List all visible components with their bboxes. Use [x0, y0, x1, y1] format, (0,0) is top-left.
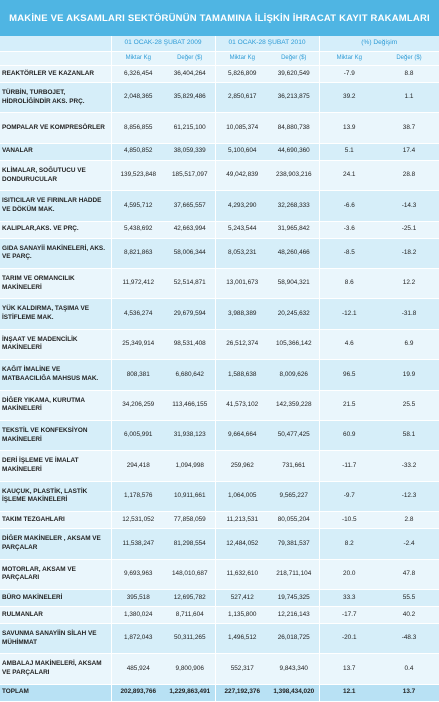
cell-value-2009: 29,679,594	[165, 299, 215, 329]
export-figures-table	[0, 36, 439, 702]
cell-qty-2010: 8,053,231	[215, 238, 269, 268]
table-row	[0, 113, 439, 143]
row-label: AMBALAJ MAKİNELERİ, AKSAM VE PARÇALARI	[0, 654, 111, 684]
corner-cell	[0, 36, 111, 52]
subheader-value-change: Değer ($)	[379, 52, 439, 66]
table-row	[0, 191, 439, 221]
cell-qty-change: 4.6	[319, 329, 379, 359]
cell-qty-2009: 25,349,914	[111, 329, 165, 359]
cell-qty-change: -3.6	[319, 221, 379, 238]
cell-value-change: 0.4	[379, 654, 439, 684]
cell-qty-2009: 8,821,863	[111, 238, 165, 268]
row-label: GIDA SANAYİİ MAKİNELERİ, AKS. VE PARÇ.	[0, 238, 111, 268]
cell-value-2010: 9,843,340	[269, 654, 319, 684]
table-row	[0, 451, 439, 481]
cell-qty-change: 12.1	[319, 684, 379, 701]
cell-value-2009: 50,311,265	[165, 623, 215, 653]
table-row	[0, 66, 439, 83]
table-row	[0, 160, 439, 190]
row-label: TOPLAM	[0, 684, 111, 701]
cell-value-2009: 1,094,998	[165, 451, 215, 481]
cell-value-2009: 35,829,486	[165, 83, 215, 113]
cell-value-change: -31.8	[379, 299, 439, 329]
sub-header-row	[0, 52, 439, 66]
cell-value-2009: 1,229,863,491	[165, 684, 215, 701]
cell-value-change: 1.1	[379, 83, 439, 113]
cell-value-2009: 8,711,604	[165, 606, 215, 623]
cell-value-change: 13.7	[379, 684, 439, 701]
cell-value-2009: 10,911,661	[165, 481, 215, 511]
row-label: POMPALAR VE KOMPRESÖRLER	[0, 113, 111, 143]
cell-value-2009: 38,059,339	[165, 143, 215, 160]
row-label: SAVUNMA SANAYİİN SİLAH VE MÜHİMMAT	[0, 623, 111, 653]
cell-qty-change: 13.7	[319, 654, 379, 684]
cell-value-change: -25.1	[379, 221, 439, 238]
total-row	[0, 684, 439, 701]
table-title: MAKİNE VE AKSAMLARI SEKTÖRÜNÜN TAMAMINA İLİŞKİN İHRACAT KAYIT RAKAMLARI	[0, 0, 439, 36]
cell-value-2010: 19,745,325	[269, 589, 319, 606]
row-label: KAUÇUK, PLASTİK, LASTİK İŞLEME MAKİNELERİ	[0, 481, 111, 511]
cell-qty-2010: 12,484,052	[215, 529, 269, 559]
cell-qty-change: 96.5	[319, 360, 379, 390]
cell-qty-change: -7.9	[319, 66, 379, 83]
cell-value-change: 40.2	[379, 606, 439, 623]
cell-qty-2009: 9,693,963	[111, 559, 165, 589]
cell-qty-2009: 485,924	[111, 654, 165, 684]
cell-value-2009: 61,215,100	[165, 113, 215, 143]
cell-value-change: 6.9	[379, 329, 439, 359]
table-row	[0, 512, 439, 529]
cell-value-change: 58.1	[379, 420, 439, 450]
cell-value-change: 28.8	[379, 160, 439, 190]
cell-qty-2010: 11,632,610	[215, 559, 269, 589]
cell-qty-change: 60.9	[319, 420, 379, 450]
table-row	[0, 589, 439, 606]
cell-qty-change: -17.7	[319, 606, 379, 623]
cell-value-2010: 238,903,216	[269, 160, 319, 190]
table-row	[0, 420, 439, 450]
cell-qty-2009: 294,418	[111, 451, 165, 481]
cell-qty-2010: 227,192,376	[215, 684, 269, 701]
subheader-qty-2009: Miktar Kg	[111, 52, 165, 66]
row-label: DİĞER MAKİNELER , AKSAM VE PARÇALAR	[0, 529, 111, 559]
cell-qty-2010: 41,573,102	[215, 390, 269, 420]
cell-value-2009: 6,680,642	[165, 360, 215, 390]
cell-qty-2009: 4,850,852	[111, 143, 165, 160]
cell-value-2010: 218,711,104	[269, 559, 319, 589]
table-row	[0, 623, 439, 653]
cell-value-2010: 50,477,425	[269, 420, 319, 450]
row-label: DERİ İŞLEME VE İMALAT MAKİNELERİ	[0, 451, 111, 481]
cell-qty-2010: 26,512,374	[215, 329, 269, 359]
row-label: BÜRO MAKİNELERİ	[0, 589, 111, 606]
cell-value-change: -14.3	[379, 191, 439, 221]
cell-value-2010: 79,381,537	[269, 529, 319, 559]
cell-value-change: 47.8	[379, 559, 439, 589]
cell-qty-2009: 11,972,412	[111, 269, 165, 299]
cell-qty-2009: 11,538,247	[111, 529, 165, 559]
table-row	[0, 238, 439, 268]
cell-qty-2009: 139,523,848	[111, 160, 165, 190]
cell-value-2010: 48,260,466	[269, 238, 319, 268]
row-label: TARIM VE ORMANCILIK MAKİNELERİ	[0, 269, 111, 299]
cell-value-change: 25.5	[379, 390, 439, 420]
cell-value-2009: 12,695,782	[165, 589, 215, 606]
period-header-row	[0, 36, 439, 52]
cell-value-change: -12.3	[379, 481, 439, 511]
cell-qty-2009: 6,005,991	[111, 420, 165, 450]
period-2009: 01 OCAK-28 ŞUBAT 2009	[111, 36, 215, 52]
row-label: TAKIM TEZGAHLARI	[0, 512, 111, 529]
cell-value-2009: 52,514,871	[165, 269, 215, 299]
cell-qty-change: 5.1	[319, 143, 379, 160]
row-label: MOTORLAR, AKSAM VE PARÇALARI	[0, 559, 111, 589]
cell-qty-change: 8.6	[319, 269, 379, 299]
cell-qty-2010: 259,962	[215, 451, 269, 481]
cell-qty-2010: 3,988,389	[215, 299, 269, 329]
table-row	[0, 221, 439, 238]
cell-qty-2009: 4,536,274	[111, 299, 165, 329]
table-row	[0, 654, 439, 684]
cell-qty-change: 13.9	[319, 113, 379, 143]
cell-qty-2010: 4,293,290	[215, 191, 269, 221]
cell-qty-change: 39.2	[319, 83, 379, 113]
cell-value-2010: 39,620,549	[269, 66, 319, 83]
cell-value-2009: 36,404,264	[165, 66, 215, 83]
cell-value-2009: 81,298,554	[165, 529, 215, 559]
cell-value-2009: 42,663,994	[165, 221, 215, 238]
cell-value-2010: 84,880,738	[269, 113, 319, 143]
cell-qty-2010: 1,496,512	[215, 623, 269, 653]
cell-value-change: 55.5	[379, 589, 439, 606]
cell-value-change: 12.2	[379, 269, 439, 299]
cell-qty-2009: 4,595,712	[111, 191, 165, 221]
cell-value-2009: 9,800,906	[165, 654, 215, 684]
cell-value-2010: 8,009,626	[269, 360, 319, 390]
cell-value-2010: 142,359,228	[269, 390, 319, 420]
cell-qty-change: -10.5	[319, 512, 379, 529]
cell-qty-2010: 5,100,604	[215, 143, 269, 160]
cell-qty-2009: 808,381	[111, 360, 165, 390]
table-row	[0, 390, 439, 420]
cell-value-2009: 58,006,344	[165, 238, 215, 268]
cell-qty-2009: 202,893,766	[111, 684, 165, 701]
cell-qty-2010: 10,085,374	[215, 113, 269, 143]
cell-value-2009: 77,858,059	[165, 512, 215, 529]
cell-value-2010: 9,565,227	[269, 481, 319, 511]
cell-qty-2010: 552,317	[215, 654, 269, 684]
cell-qty-2010: 5,243,544	[215, 221, 269, 238]
cell-value-2010: 105,366,142	[269, 329, 319, 359]
cell-value-2009: 37,665,557	[165, 191, 215, 221]
row-label: REAKTÖRLER VE KAZANLAR	[0, 66, 111, 83]
cell-qty-change: -6.6	[319, 191, 379, 221]
cell-qty-change: -12.1	[319, 299, 379, 329]
cell-value-change: 38.7	[379, 113, 439, 143]
table-row	[0, 329, 439, 359]
cell-qty-change: -11.7	[319, 451, 379, 481]
cell-qty-2010: 13,001,673	[215, 269, 269, 299]
row-label: TÜRBİN, TURBOJET, HİDROLİĞİNDİR AKS. PRÇ.	[0, 83, 111, 113]
subheader-value-2009: Değer ($)	[165, 52, 215, 66]
cell-qty-2010: 527,412	[215, 589, 269, 606]
table-row	[0, 143, 439, 160]
table-row	[0, 83, 439, 113]
table-row	[0, 606, 439, 623]
cell-value-2010: 1,398,434,020	[269, 684, 319, 701]
row-label: ISITICILAR VE FIRINLAR HADDE VE DÖKÜM MAK.	[0, 191, 111, 221]
cell-qty-2009: 1,872,043	[111, 623, 165, 653]
cell-qty-change: 33.3	[319, 589, 379, 606]
cell-value-2010: 80,055,204	[269, 512, 319, 529]
table-row	[0, 481, 439, 511]
cell-qty-change: -20.1	[319, 623, 379, 653]
subheader-qty-2010: Miktar Kg	[215, 52, 269, 66]
table-row	[0, 299, 439, 329]
cell-qty-2010: 5,826,809	[215, 66, 269, 83]
period-2010: 01 OCAK-28 ŞUBAT 2010	[215, 36, 319, 52]
cell-qty-change: 21.5	[319, 390, 379, 420]
cell-qty-2010: 9,664,664	[215, 420, 269, 450]
cell-value-2010: 20,245,632	[269, 299, 319, 329]
row-label: KAĞIT İMALİNE VE MATBAACILIĞA MAHSUS MAK.	[0, 360, 111, 390]
row-label: DİĞER YIKAMA, KURUTMA MAKİNELERİ	[0, 390, 111, 420]
cell-qty-2010: 49,042,839	[215, 160, 269, 190]
cell-value-2009: 98,531,408	[165, 329, 215, 359]
cell-qty-change: 8.2	[319, 529, 379, 559]
cell-value-2010: 58,904,321	[269, 269, 319, 299]
table-row	[0, 360, 439, 390]
cell-qty-change: 20.0	[319, 559, 379, 589]
cell-qty-2009: 395,518	[111, 589, 165, 606]
cell-value-2010: 44,690,360	[269, 143, 319, 160]
row-label: VANALAR	[0, 143, 111, 160]
cell-value-2010: 36,213,875	[269, 83, 319, 113]
period-change: (%) Değişim	[319, 36, 439, 52]
cell-qty-2009: 34,206,259	[111, 390, 165, 420]
table-row	[0, 559, 439, 589]
row-label: KLİMALAR, SOĞUTUCU VE DONDURUCULAR	[0, 160, 111, 190]
cell-value-2009: 113,466,155	[165, 390, 215, 420]
cell-qty-2009: 1,178,576	[111, 481, 165, 511]
cell-qty-2010: 1,135,800	[215, 606, 269, 623]
cell-qty-2009: 5,438,692	[111, 221, 165, 238]
cell-value-2009: 31,938,123	[165, 420, 215, 450]
cell-value-2010: 31,965,842	[269, 221, 319, 238]
cell-value-2009: 148,010,687	[165, 559, 215, 589]
table-row	[0, 529, 439, 559]
cell-value-change: -33.2	[379, 451, 439, 481]
cell-value-change: 17.4	[379, 143, 439, 160]
cell-qty-2010: 11,213,531	[215, 512, 269, 529]
corner-cell	[0, 52, 111, 66]
cell-qty-2009: 6,326,454	[111, 66, 165, 83]
row-label: RULMANLAR	[0, 606, 111, 623]
cell-qty-2010: 1,588,638	[215, 360, 269, 390]
row-label: KALIPLAR,AKS. VE PRÇ.	[0, 221, 111, 238]
cell-value-2010: 731,661	[269, 451, 319, 481]
cell-qty-2009: 1,380,024	[111, 606, 165, 623]
subheader-qty-change: Miktar Kg	[319, 52, 379, 66]
cell-value-2010: 12,216,143	[269, 606, 319, 623]
cell-qty-2009: 2,048,365	[111, 83, 165, 113]
cell-qty-2009: 8,856,855	[111, 113, 165, 143]
table-row	[0, 269, 439, 299]
cell-qty-change: 24.1	[319, 160, 379, 190]
cell-value-change: 2.8	[379, 512, 439, 529]
cell-qty-2010: 1,064,005	[215, 481, 269, 511]
cell-qty-2009: 12,531,052	[111, 512, 165, 529]
cell-value-change: -18.2	[379, 238, 439, 268]
cell-value-2009: 185,517,097	[165, 160, 215, 190]
row-label: İNŞAAT VE MADENCİLİK MAKİNELERİ	[0, 329, 111, 359]
cell-qty-change: -8.5	[319, 238, 379, 268]
cell-value-2010: 32,268,333	[269, 191, 319, 221]
cell-value-change: -2.4	[379, 529, 439, 559]
cell-value-change: 19.9	[379, 360, 439, 390]
cell-qty-2010: 2,850,617	[215, 83, 269, 113]
row-label: TEKSTİL VE KONFEKSİYON MAKİNELERİ	[0, 420, 111, 450]
cell-qty-change: -9.7	[319, 481, 379, 511]
row-label: YÜK KALDIRMA, TAŞIMA VE İSTİFLEME MAK.	[0, 299, 111, 329]
cell-value-change: 8.8	[379, 66, 439, 83]
cell-value-2010: 26,018,725	[269, 623, 319, 653]
subheader-value-2010: Değer ($)	[269, 52, 319, 66]
cell-value-change: -48.3	[379, 623, 439, 653]
